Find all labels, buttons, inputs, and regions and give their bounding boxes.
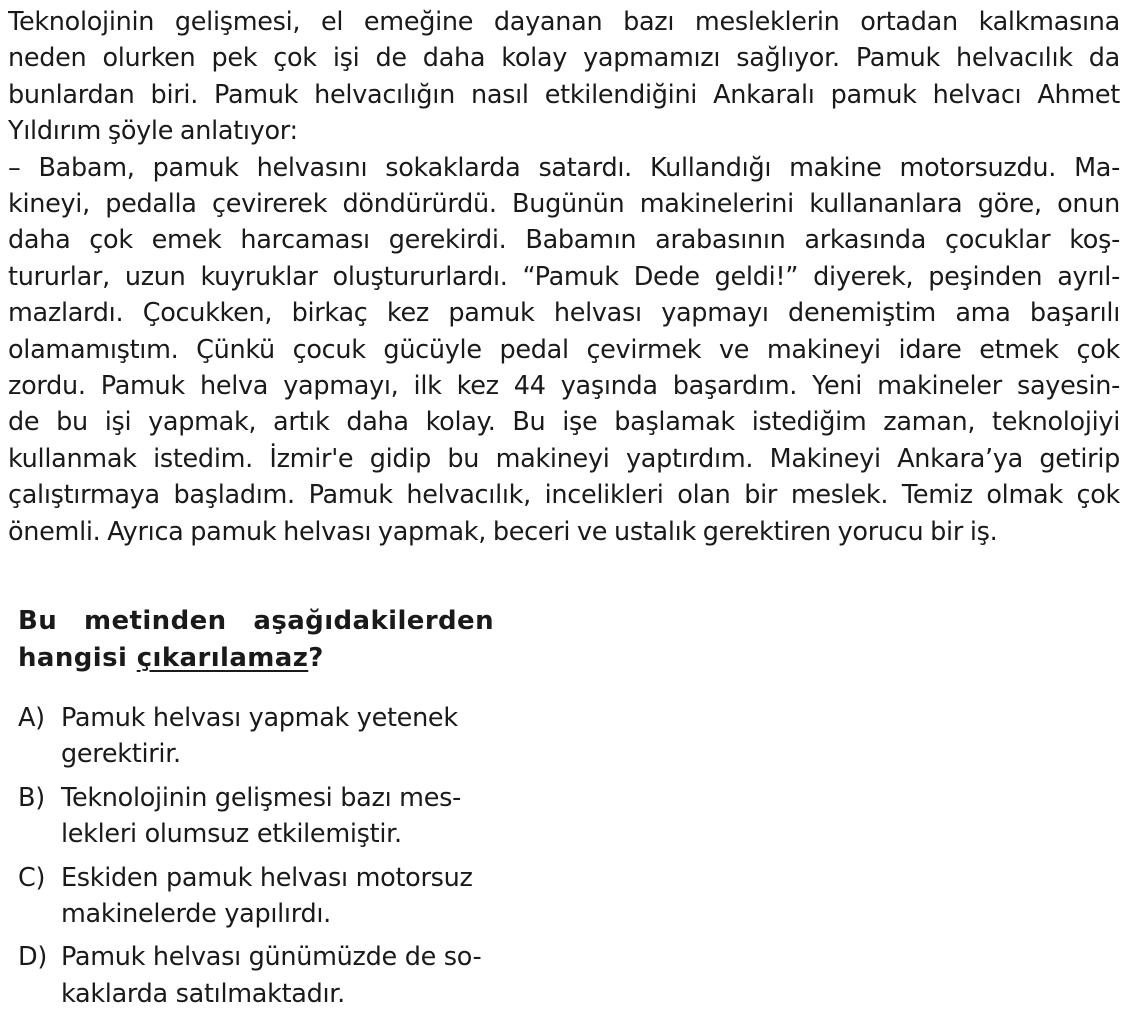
question-stem <box>18 603 518 677</box>
option-d[interactable] <box>18 939 498 1012</box>
option-text: Pamuk helvası günümüzde de so- <box>61 942 482 973</box>
passage-line: bunlardan biri. Pamuk helvacılığın nasıl etkilendiğini Ankaralı pamuk helvacı Ahmet <box>8 79 1120 110</box>
passage-line: tururlar, uzun kuyruklar oluştururlardı. “Pamuk Dede geldi!” diyerek, peşinden ayrıl- <box>8 261 1120 292</box>
option-text-cont: kaklarda satılmaktadır. <box>61 978 345 1009</box>
option-letter: D) <box>18 942 47 973</box>
passage-line: de bu işi yapmak, artık daha kolay. Bu işe başlamak istediğim zaman, teknolojiyi <box>8 407 1120 438</box>
passage-line: Teknolojinin gelişmesi, el emeğine dayanan bazı mesleklerin ortadan kalkmasına <box>8 7 1120 37</box>
passage-line: kullanmak istedim. İzmir'e gidip bu makineyi yaptırdım. Makineyi Ankara’ya getirip <box>8 443 1120 474</box>
passage-line: önemli. Ayrıca pamuk helvası yapmak, beceri ve ustalık gerektiren yorucu bir iş. <box>8 516 998 547</box>
reading-passage <box>8 4 1120 550</box>
passage-line: çalıştırmaya başladım. Pamuk helvacılık, incelikleri olan bir meslek. Temiz olmak çok <box>8 480 1120 511</box>
passage-line: daha çok emek harcaması gerekirdi. Babamın arabasının arkasında çocuklar koş- <box>8 225 1120 256</box>
option-text: Eskiden pamuk helvası motorsuz <box>61 862 473 893</box>
passage-line: neden olurken pek çok işi de daha kolay yapmamızı sağlıyor. Pamuk helvacılık da <box>8 43 1120 74</box>
option-text-cont: lekleri olumsuz etkilemiştir. <box>61 819 402 850</box>
option-c[interactable] <box>18 860 498 933</box>
option-b[interactable] <box>18 780 498 853</box>
passage-line: zordu. Pamuk helva yapmayı, ilk kez 44 yaşında başardım. Yeni makineler sayesin- <box>8 371 1120 402</box>
option-letter: B) <box>18 782 45 813</box>
answer-options <box>18 700 498 1019</box>
option-text-cont: gerektirir. <box>61 739 181 770</box>
passage-line: Yıldırım şöyle anlatıyor: <box>8 116 298 147</box>
option-letter: C) <box>18 862 46 893</box>
option-text-cont: makinelerde yapılırdı. <box>61 899 331 930</box>
question-mark: ? <box>308 643 324 673</box>
option-text: Pamuk helvası yapmak yetenek <box>61 703 458 733</box>
option-a[interactable] <box>18 700 498 773</box>
passage-line: kineyi, pedalla çevirerek döndürürdü. Bugünün makinelerini kullananlara göre, onun <box>8 189 1120 220</box>
passage-line: olamamıştım. Çünkü çocuk gücüyle pedal çevirmek ve makineyi idare etmek çok <box>8 334 1120 365</box>
passage-line: – Babam, pamuk helvasını sokaklarda satardı. Kullandığı makine motorsuzdu. Ma- <box>8 152 1120 183</box>
question-keyword: çıkarılamaz <box>136 643 309 673</box>
question-line-2 <box>18 640 518 677</box>
question-prefix: hangisi <box>18 643 137 673</box>
passage-line: mazlardı. Çocukken, birkaç kez pamuk helvası yapmayı denemiştim ama başarılı <box>8 298 1120 329</box>
question-line-1: Bu metinden aşağıdakilerden <box>18 606 494 636</box>
option-letter: A) <box>18 703 45 733</box>
option-text: Teknolojinin gelişmesi bazı mes- <box>61 782 461 813</box>
